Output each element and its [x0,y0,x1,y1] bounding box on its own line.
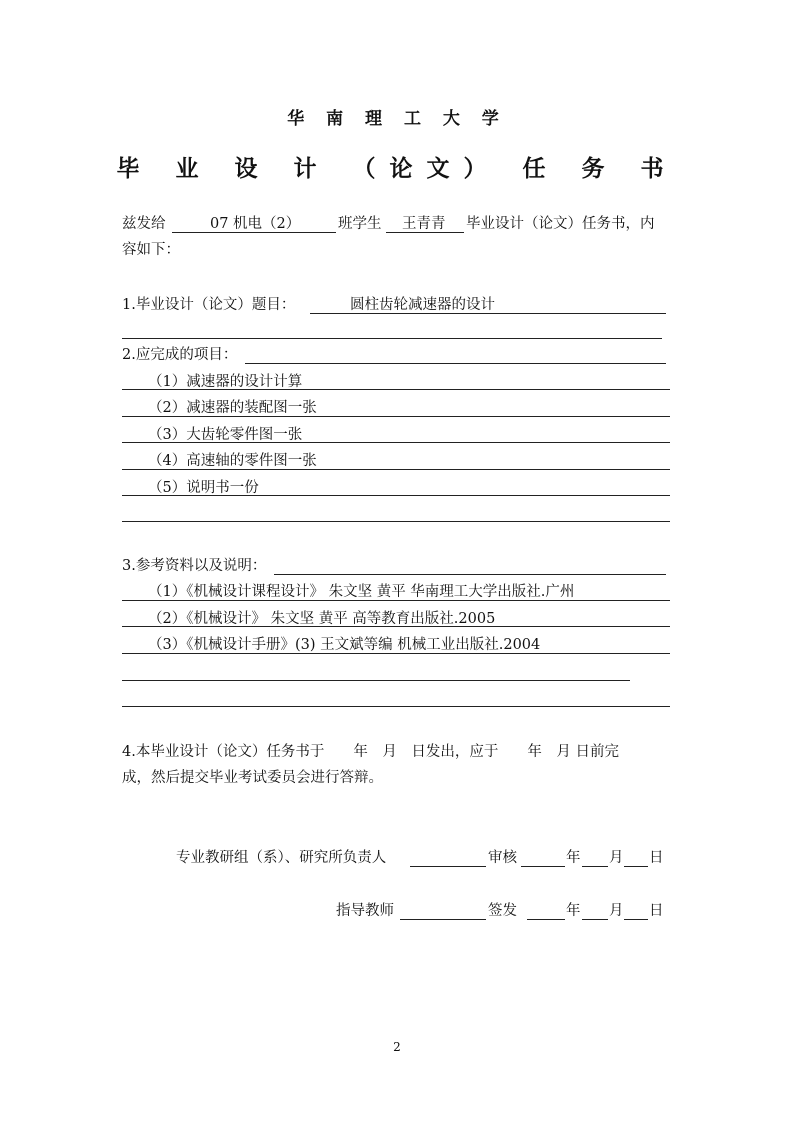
items-label: 2.应完成的项目： [122,347,238,363]
item-2: （2）减速器的装配图一张 [148,400,317,416]
advisor-label: 指导教师 [336,903,394,919]
review-month: 月 [609,850,624,866]
topic-label: 1.毕业设计（论文）题目： [122,297,296,313]
approve-day: 日 [649,903,664,919]
intro-suffix: 毕业设计（论文）任务书，内 [466,216,655,232]
approve-month: 月 [609,903,624,919]
ref-2: （2）《机械设计》 朱文坚 黄平 高等教育出版社.2005 [148,611,496,627]
item-5: （5）说明书一份 [148,480,259,496]
item-3: （3）大齿轮零件图一张 [148,427,303,443]
review-label: 审核 [488,850,517,866]
item-1: （1）减速器的设计计算 [148,374,303,390]
ref-1: （1）《机械设计课程设计》 朱文坚 黄平 华南理工大学出版社.广州 [148,584,575,600]
ref-3: （3）《机械设计手册》(3) 王文斌等编 机械工业出版社.2004 [148,637,541,653]
school-name: 华 南 理 工 大 学 [287,109,507,129]
intro-class: 07 机电（2） [210,216,301,232]
item-4: （4）高速轴的零件图一张 [148,453,317,469]
intro-mid: 班学生 [338,216,382,232]
schedule-line2: 成，然后提交毕业考试委员会进行答辩。 [122,770,383,786]
intro-student: 王青青 [402,216,446,232]
intro-prefix: 兹发给 [122,216,166,232]
document-title: 毕 业 设 计 （论文） 任 务 书 [116,156,678,182]
approve-label: 签发 [488,903,517,919]
schedule-line1: 4.本毕业设计（论文）任务书于 年 月 日发出，应于 年 月 日前完 [122,744,619,760]
dept-head-label: 专业教研组（系）、研究所负责人 [176,850,387,866]
page-number: 2 [393,1040,401,1054]
approve-year: 年 [566,903,581,919]
review-day: 日 [649,850,664,866]
refs-label: 3.参考资料以及说明： [122,558,267,574]
intro-line2: 容如下： [122,242,180,258]
topic-value: 圆柱齿轮减速器的设计 [350,297,495,313]
review-year: 年 [566,850,581,866]
